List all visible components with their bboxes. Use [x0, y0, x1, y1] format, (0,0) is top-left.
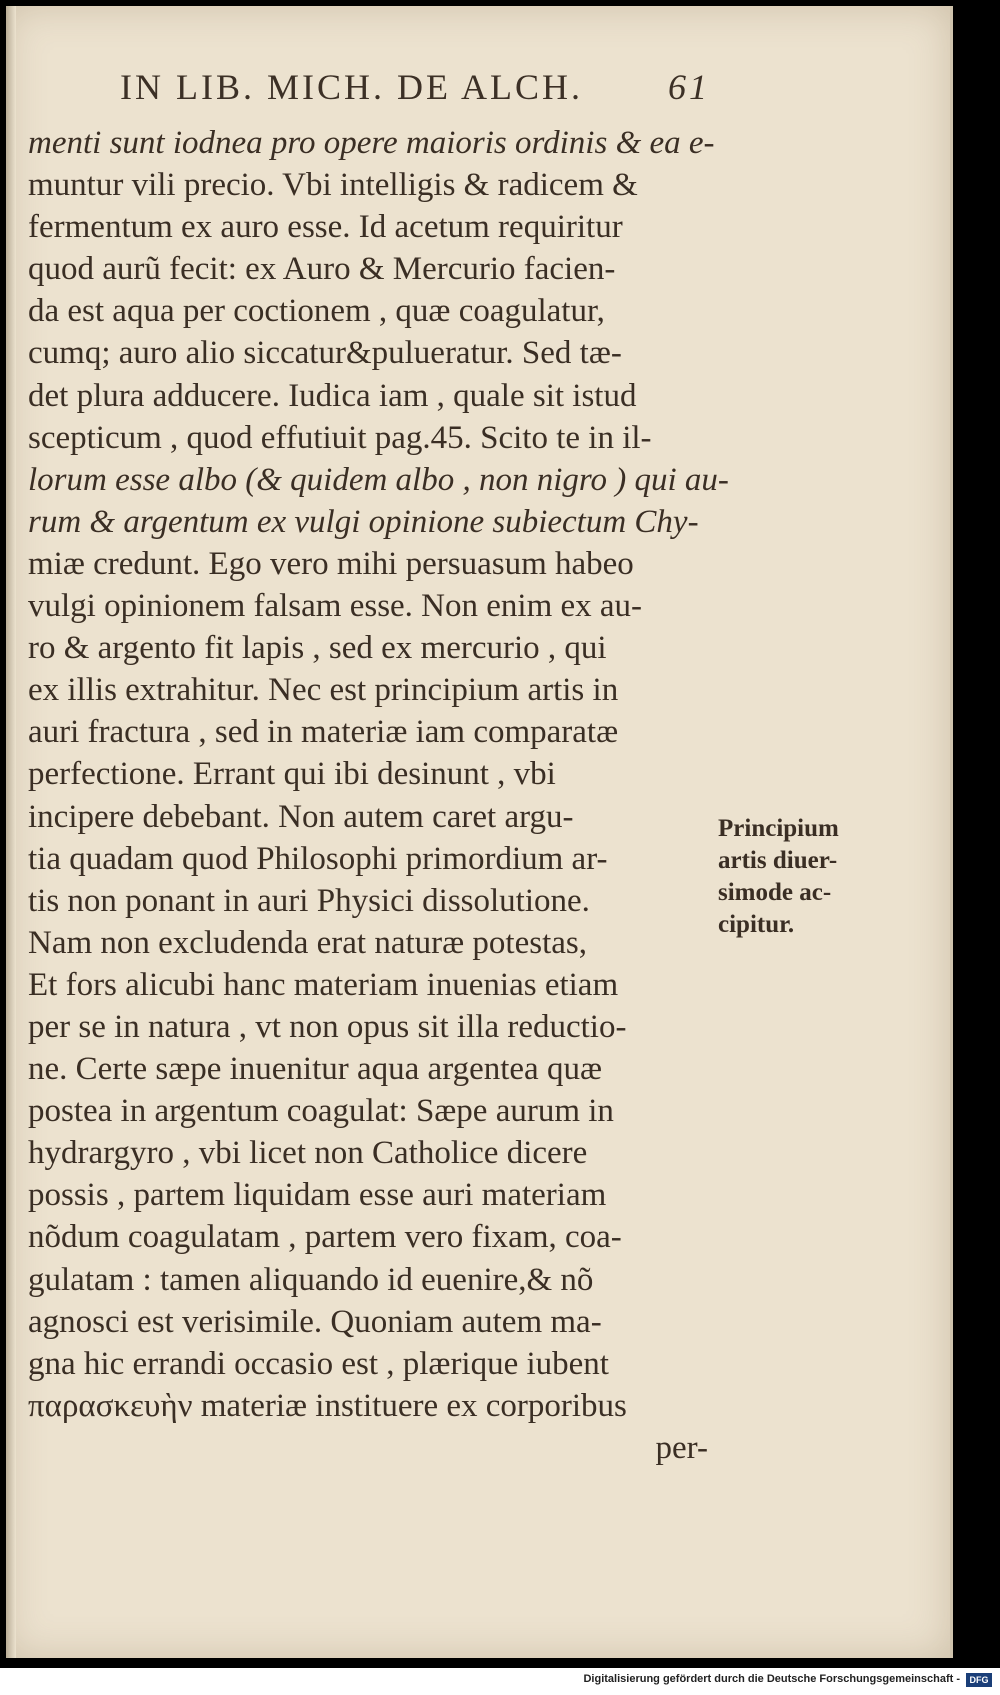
text-line: muntur vili precio. Vbi intelligis & radicem &: [28, 167, 638, 204]
text-line: nõdum coagulatam , partem vero fixam, coa-: [28, 1219, 622, 1256]
text-line: agnosci est verisimile. Quoniam autem ma-: [28, 1303, 602, 1340]
text-line: auri fractura , sed in materiæ iam comparatæ: [28, 714, 619, 751]
text-line: perfectione. Errant qui ibi desinunt , vbi: [28, 756, 556, 793]
text-line: per se in natura , vt non opus sit illa reductio-: [28, 1008, 627, 1045]
text-line: scepticum , quod effutiuit pag.45. Scito te in il-: [28, 419, 652, 456]
text-line: Et fors alicubi hanc materiam inuenias etiam: [28, 966, 619, 1003]
text-line: gna hic errandi occasio est , plærique iubent: [28, 1345, 609, 1382]
text-line: tis non ponant in auri Physici dissolutione.: [28, 882, 590, 919]
text-line: lorum esse albo (& quidem albo , non nigro ) qui au-: [28, 461, 729, 498]
text-line: gulatam : tamen aliquando id euenire,& nõ: [28, 1261, 594, 1298]
text-line: hydrargyro , vbi licet non Catholice dicere: [28, 1135, 588, 1172]
text-line: Nam non excludenda erat naturæ potestas,: [28, 924, 587, 961]
text-line: rum & argentum ex vulgi opinione subiectum Chy-: [28, 503, 699, 540]
marginal-note-line: Principium: [718, 815, 839, 842]
text-line: menti sunt iodnea pro opere maioris ordinis & ea e-: [28, 125, 715, 161]
text-line: cumq; auro alio siccatur&pulueratur. Sed tæ-: [28, 335, 622, 372]
text-line: vulgi opinionem falsam esse. Non enim ex au-: [28, 588, 643, 625]
text-line: possis , partem liquidam esse auri materiam: [28, 1177, 607, 1214]
digitization-footer: [0, 1668, 1000, 1695]
marginal-note-line: artis diuer-: [718, 847, 838, 874]
text-line: παρασκευὴν materiæ instituere ex corporibus: [28, 1387, 627, 1424]
running-title: IN LIB. MICH. DE ALCH.: [120, 67, 583, 107]
marginal-note: [718, 813, 893, 941]
text-line: quod aurũ fecit: ex Auro & Mercurio facien-: [28, 251, 616, 288]
page-number: 61: [668, 67, 710, 107]
dfg-logo: DFG: [966, 1673, 992, 1687]
text-line: da est aqua per coctionem , quæ coagulatur,: [28, 293, 605, 330]
text-line: incipere debebant. Non autem caret argu-: [28, 798, 574, 835]
text-line: det plura adducere. Iudica iam , quale sit istud: [28, 377, 637, 414]
text-line: tia quadam quod Philosophi primordium ar-: [28, 840, 608, 877]
text-line: fermentum ex auro esse. Id acetum requiritur: [28, 209, 623, 246]
footer-credit: Digitalisierung gefördert durch die Deutsche Forschungsgemeinschaft -: [583, 1673, 960, 1685]
marginal-note-line: cipitur.: [718, 911, 795, 938]
text-line: miæ credunt. Ego vero mihi persuasum habeo: [28, 545, 634, 582]
marginal-note-line: simode ac-: [718, 879, 832, 906]
main-text-block: [28, 122, 729, 1469]
page-gutter-shadow: [6, 6, 16, 1658]
text-line: ex illis extrahitur. Nec est principium artis in: [28, 672, 619, 709]
text-line: postea in argentum coagulat: Sæpe aurum in: [28, 1093, 614, 1130]
text-line: ro & argento fit lapis , sed ex mercurio , qui: [28, 630, 607, 667]
text-line: ne. Certe sæpe inuenitur aqua argentea quæ: [28, 1051, 602, 1088]
running-header: [120, 66, 710, 116]
text-line: per-: [655, 1429, 708, 1466]
